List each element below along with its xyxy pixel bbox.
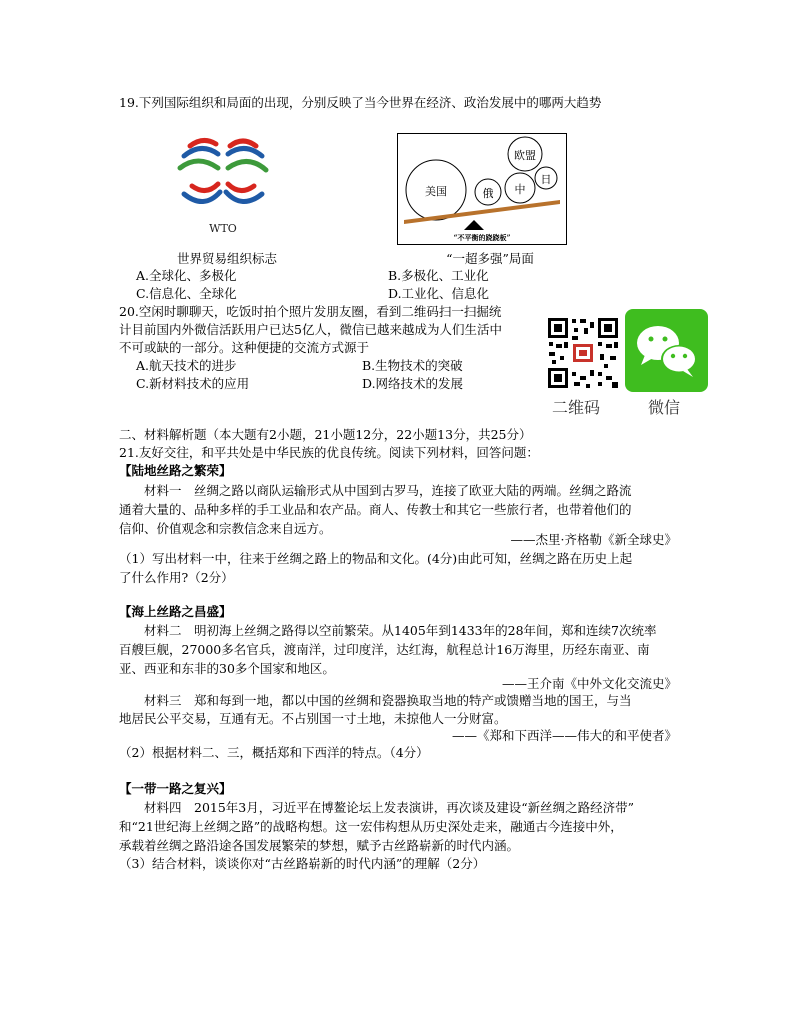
q19-option-d: D.工业化、信息化 — [388, 286, 490, 301]
seesaw-caption: “一超多强”局面 — [446, 251, 534, 266]
part2-material2-line-3: 亚、西亚和东非的30多个国家和地区。 — [119, 661, 335, 676]
part2-material2-line-1: 材料二 明初海上丝绸之路得以空前繁荣。从1405年到1433年的28年间，郑和连续7次统率 — [144, 623, 657, 638]
part2-material3-line-2: 地居民公平交易，互通有无。不占别国一寸土地，未掠他人一分财富。 — [119, 711, 507, 726]
label-japan: 日 — [540, 173, 552, 186]
part2-source2: ——王介南《中外文化交流史》 — [501, 676, 677, 691]
wto-caption: 世界贸易组织标志 — [176, 251, 277, 266]
q20-line-2: 计目前国内外微信活跃用户已达5亿人，微信已越来越成为人们生活中 — [119, 322, 502, 337]
part3-material-line-2: 和“21世纪海上丝绸之路”的战略构想。这一宏伟构想从历史深处走来，融通古今连接中外， — [119, 819, 623, 834]
part3-material-line-1: 材料四 2015年3月，习近平在博鳌论坛上发表演讲，再次谈及建设“新丝绸之路经济带” — [144, 800, 635, 815]
q20-line-3: 不可或缺的一部分。这种便捷的交流方式源于 — [119, 340, 370, 355]
q20-option-b: B.生物技术的突破 — [362, 358, 463, 373]
q19-option-c: C.信息化、全球化 — [136, 286, 237, 301]
wto-logo-text: WTO — [209, 222, 237, 235]
part3-question: （3）结合材料，谈谈你对“古丝路崭新的时代内涵”的理解（2分） — [119, 856, 486, 871]
part1-material-line-2: 通着大量的、品种多样的手工业品和农产品。商人、传教士和其它一些旅行者，也带着他们的 — [119, 502, 632, 517]
qr-caption: 二维码 — [552, 398, 601, 417]
q20-option-d: D.网络技术的发展 — [362, 376, 464, 391]
part1-source: ——杰里·齐格勒《新全球史》 — [510, 532, 677, 547]
part1-material-line-1: 材料一 丝绸之路以商队运输形式从中国到古罗马，连接了欧亚大陆的两端。丝绸之路流 — [144, 483, 632, 498]
q20-option-c: C.新材料技术的应用 — [136, 376, 250, 391]
part1-title: 【陆地丝路之繁荣】 — [119, 463, 232, 478]
label-board: “不平衡的跷跷板” — [453, 233, 511, 242]
wechat-logo — [625, 309, 708, 392]
label-usa: 美国 — [425, 185, 447, 198]
q19-stem: 19.下列国际组织和局面的出现，分别反映了当今世界在经济、政治发展中的哪两大趋势 — [119, 95, 602, 110]
q19-option-a: A.全球化、多极化 — [136, 268, 237, 283]
wto-logo — [168, 128, 278, 240]
section2-heading: 二、材料解析题（本大题有2小题，21小题12分，22小题13分，共25分） — [119, 427, 532, 442]
part2-material3-line-1: 材料三 郑和每到一地，都以中国的丝绸和瓷器换取当地的特产或馈赠当地的国王，与当 — [144, 693, 632, 708]
q21-intro: 21.友好交往，和平共处是中华民族的优良传统。阅读下列材料，回答问题： — [119, 445, 539, 460]
label-russia: 俄 — [482, 187, 494, 200]
label-china: 中 — [514, 183, 526, 196]
label-eu: 欧盟 — [514, 149, 536, 162]
part3-material-line-3: 承载着丝绸之路沿途各国发展繁荣的梦想，赋予古丝路崭新的时代内涵。 — [119, 838, 520, 853]
q19-option-b: B.多极化、工业化 — [388, 268, 489, 283]
part1-material-line-3: 信仰、价值观念和宗教信念来自远方。 — [119, 521, 332, 536]
seesaw-illustration — [397, 133, 567, 245]
part2-material2-line-2: 百艘巨舰，27000多名官兵，渡南洋，过印度洋，达红海，航程总计16万海里，历经东南亚、南 — [119, 642, 650, 657]
qr-code-image — [546, 316, 620, 390]
q20-line-1: 20.空闲时聊聊天，吃饭时拍个照片发朋友圈，看到二维码扫一扫掘统 — [119, 304, 502, 319]
part2-question: （2）根据材料二、三，概括郑和下西洋的特点。（4分） — [119, 745, 429, 760]
wechat-caption: 微信 — [648, 398, 681, 417]
part1-question-line-1: （1）写出材料一中，往来于丝绸之路上的物品和文化。(4分)由此可知，丝绸之路在历史上起 — [119, 551, 633, 566]
part3-title: 【一带一路之复兴】 — [119, 781, 232, 796]
part2-title: 【海上丝路之昌盛】 — [119, 604, 232, 619]
q20-option-a: A.航天技术的进步 — [136, 358, 237, 373]
part2-source3: ——《郑和下西洋——伟大的和平使者》 — [451, 728, 677, 743]
part1-question-line-2: 了什么作用?（2分） — [119, 570, 234, 585]
